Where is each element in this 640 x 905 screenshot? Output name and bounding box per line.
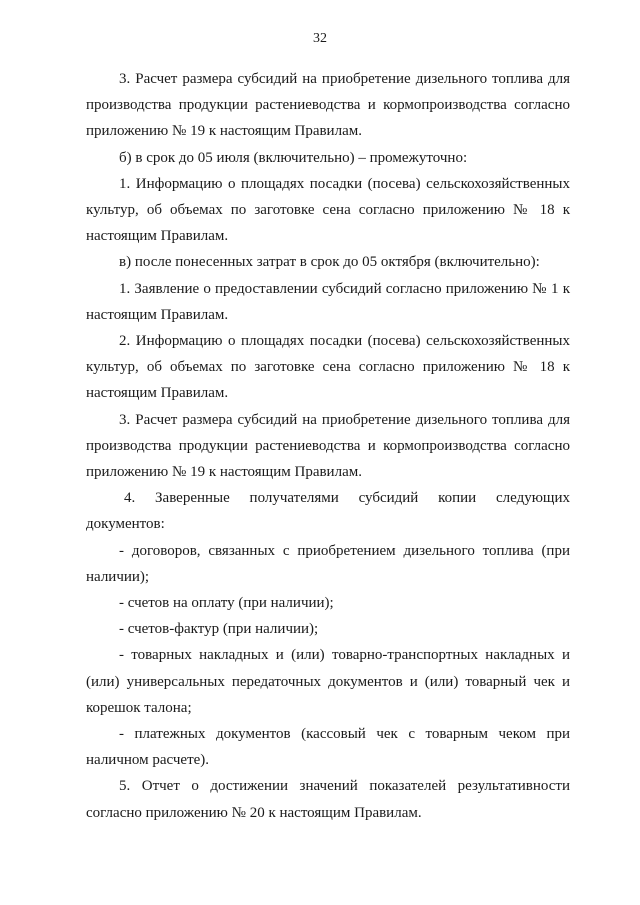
list-item-invoices: - счетов на оплату (при наличии); <box>119 595 334 612</box>
list-item-contracts: - договоров, связанных с приобретением дизельного топлива (при наличии); <box>86 542 570 585</box>
paragraph-application: 1. Заявление о предоставлении субсидий согласно приложению № 1 к настоящим Правилам. <box>86 280 570 323</box>
list-item-payment-docs: - платежных документов (кассовый чек с товарным чеком при наличном расчете). <box>86 726 570 769</box>
document-body <box>86 66 570 826</box>
list-item-tax-invoices: - счетов-фактур (при наличии); <box>119 621 319 638</box>
paragraph-certified-copies: 4. Заверенные получателями субсидий копии следующих документов: <box>86 490 570 533</box>
paragraph-calc-subsidy-1: 3. Расчет размера субсидий на приобретение дизельного топлива для производства продукции растениеводства и кормопроизводства согласно приложению № 19 к настоящим Правилам. <box>86 71 570 140</box>
page-number: 32 <box>313 31 327 46</box>
paragraph-info-planting-2: 2. Информацию о площадях посадки (посева) сельскохозяйственных культур, об объемах по заготовке сена согласно приложению № 18 к настоящим Правилам. <box>86 333 570 402</box>
paragraph-performance-report: 5. Отчет о достижении значений показателей результативности согласно приложению № 20 к настоящим Правилам. <box>86 778 570 821</box>
paragraph-deadline-july: б) в срок до 05 июля (включительно) – промежуточно: <box>119 149 468 166</box>
list-item-waybills: - товарных накладных и (или) товарно-транспортных накладных и (или) универсальных передаточных документов и (или) товарный чек и корешок талона; <box>86 647 570 716</box>
paragraph-calc-subsidy-2: 3. Расчет размера субсидий на приобретение дизельного топлива для производства продукции растениеводства и кормопроизводства согласно приложению № 19 к настоящим Правилам. <box>86 411 570 481</box>
paragraph-info-planting-1: 1. Информацию о площадях посадки (посева) сельскохозяйственных культур, об объемах по заготовке сена согласно приложению № 18 к настоящим Правилам. <box>86 175 570 245</box>
paragraph-deadline-october: в) после понесенных затрат в срок до 05 октября (включительно): <box>119 254 540 271</box>
